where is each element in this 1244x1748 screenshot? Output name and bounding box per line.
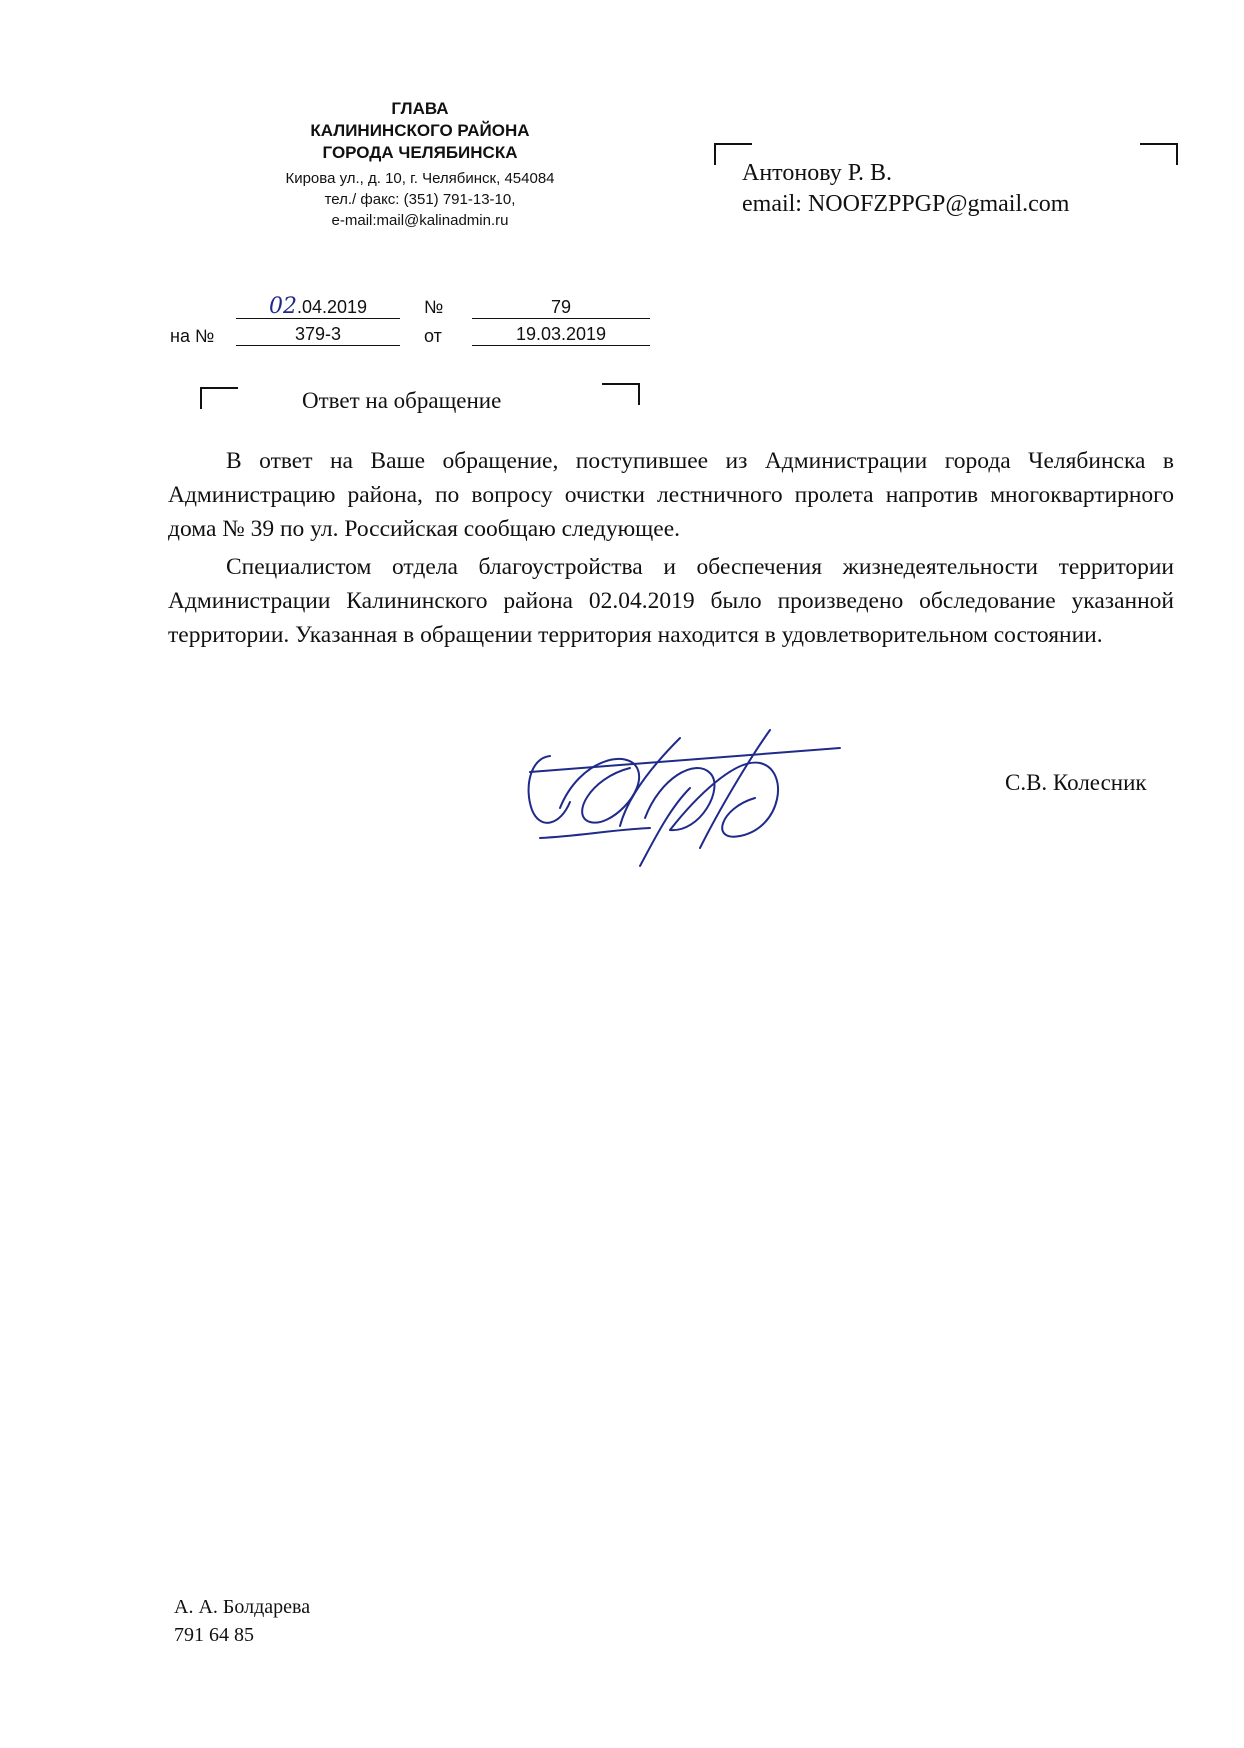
- org-email: e-mail:mail@kalinadmin.ru: [331, 212, 509, 229]
- handwritten-signature: [520, 718, 860, 878]
- outgoing-date: .04.2019: [296, 297, 368, 317]
- ref-date: 19.03.2019: [472, 323, 650, 346]
- letter-body: [168, 444, 1174, 656]
- org-line-1: ГЛАВА: [391, 99, 449, 118]
- org-line-3: ГОРОДА ЧЕЛЯБИНСКА: [322, 143, 518, 162]
- org-address: Кирова ул., д. 10, г. Челябинск, 454084: [285, 170, 555, 187]
- recipient-bracket-right: [1140, 143, 1178, 165]
- recipient-block: [742, 158, 1069, 220]
- subject-bracket-right: [602, 383, 640, 405]
- number-label: №: [424, 297, 444, 317]
- ref-number-label: на №: [170, 326, 215, 346]
- recipient-email: email: NOOFZPPGP@gmail.com: [742, 191, 1070, 217]
- org-line-2: КАЛИНИНСКОГО РАЙОНА: [310, 121, 530, 140]
- subject-bracket-left: [200, 387, 238, 409]
- outgoing-number: 79: [472, 296, 650, 319]
- signer-name: С.В. Колесник: [1005, 770, 1147, 795]
- executor-name: А. А. Болдарева: [174, 1596, 311, 1618]
- ref-number: 379-3: [236, 323, 400, 346]
- body-paragraph: В ответ на Ваше обращение, поступившее из Администрации города Челябинска в Администрацию района, по вопросу очистки лестничного пролета напротив многоквартирного дома № 39 по ул. Российская сообщаю следующее.: [168, 448, 1174, 542]
- body-paragraph: Специалистом отдела благоустройства и обеспечения жизнедеятельности территории Администрации Калининского района 02.04.2019 было произведено обследование указанной территории. Указанная в обращении территория находится в удовлетворительном состоянии.: [168, 554, 1174, 648]
- handwritten-date-day: 02: [268, 294, 297, 319]
- executor-phone: 791 64 85: [174, 1624, 254, 1646]
- executor-block: [174, 1593, 310, 1649]
- outgoing-date-field: [236, 296, 400, 319]
- letter-subject: Ответ на обращение: [302, 388, 502, 413]
- org-phone: тел./ факс: (351) 791-13-10,: [324, 191, 516, 208]
- letterhead: [230, 98, 610, 231]
- ref-date-label: от: [424, 326, 442, 346]
- recipient-name: Антонову Р. В.: [742, 160, 893, 186]
